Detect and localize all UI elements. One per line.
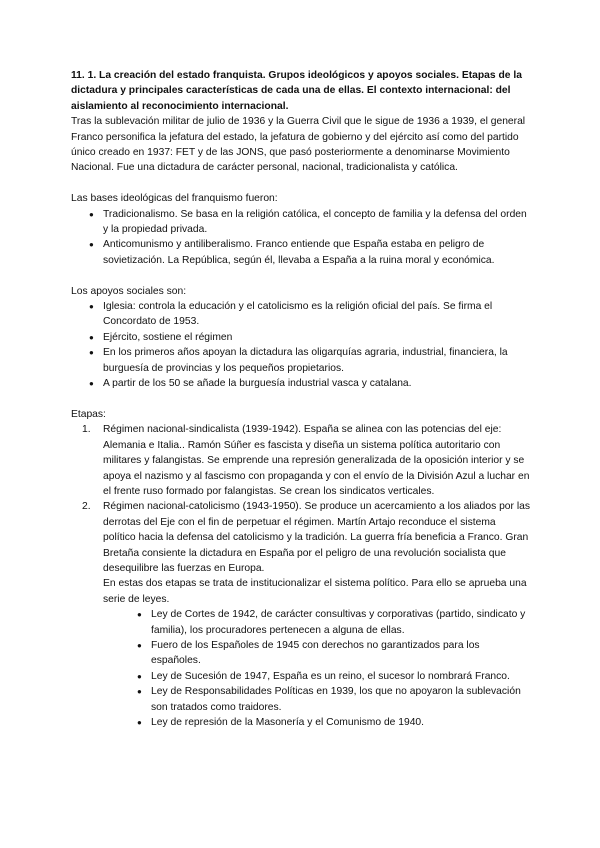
list-item: ● Anticomunismo y antiliberalismo. Franco entiende que España estaba en peligro de sovietización. La República, según él, llevaba a España a la ruina moral y económica. xyxy=(82,237,530,268)
spacer xyxy=(71,176,530,191)
list-item: ● Tradicionalismo. Se basa en la religión católica, el concepto de familia y la defensa del orden y la propiedad privada. xyxy=(82,207,530,238)
list-item: ● Ejército, sostiene el régimen xyxy=(82,330,530,345)
bases-list xyxy=(71,207,530,269)
list-item: ● Ley de represión de la Masonería y el Comunismo de 1940. xyxy=(130,715,530,730)
bases-label: Las bases ideológicas del franquismo fueron: xyxy=(71,193,278,205)
stage-text: Régimen nacional-catolicismo (1943-1950). Se produce un acercamiento a los aliados por las derrotas del Eje con el fin de perpetuar el régimen. Martín Artajo reconduce el sistema político hacia la defensa del catolicismo y la tradición. La guerra fría beneficia a Franco. Gran Bretaña consiente la dictadura en España por el peligro de una revolución socialista que desequilibre las fuerzas en Europa. xyxy=(103,501,530,574)
stage-number: 1. xyxy=(82,424,91,436)
etapas-list xyxy=(71,422,530,730)
list-item: ● A partir de los 50 se añade la burguesía industrial vasca y catalana. xyxy=(82,376,530,391)
list-item: ● Ley de Responsabilidades Políticas en 1939, los que no apoyaron la sublevación son tratados como traidores. xyxy=(130,684,530,715)
list-item: ● Iglesia: controla la educación y el catolicismo es la religión oficial del país. Se firma el Concordato de 1953. xyxy=(82,299,530,330)
intro-paragraph: Tras la sublevación militar de julio de 1936 y la Guerra Civil que le sigue de 1936 a 1939, el general Franco personifica la jefatura del estado, la jefatura de gobierno y del ejército así como del partido único creado en 1937: FET y de las JONS, que pasó posteriormente a denominarse Movimiento Nacional. Fue una dictadura de carácter personal, nacional, tradicionalista y católica. xyxy=(71,116,526,174)
section-heading: 11. 1. La creación del estado franquista. Grupos ideológicos y apoyos sociales. Etapas de la dictadura y principales características de cada una de ellas. El contexto internacional: del aislamiento al reconocimiento internacional. xyxy=(71,70,522,112)
stage-extra-text: En estas dos etapas se trata de institucionalizar el sistema político. Para ello se aprueba una serie de leyes. xyxy=(103,578,527,605)
apoyos-label: Los apoyos sociales son: xyxy=(71,285,187,297)
stage-text: Régimen nacional-sindicalista (1939-1942). España se alinea con las potencias del eje: Alemania e Italia.. Ramón Súñer es fascista y diseña un sistema política autoritario con militares y falangistas. Se emprende una represión generalizada de la oposición interior y se apoya el nazismo y al fascismo con propaganda y con el envío de la División Azul a luchar en el frente ruso formado por falangistas. Se crean los sindicatos verticales. xyxy=(103,424,530,497)
spacer xyxy=(71,268,530,283)
stage-item xyxy=(82,422,530,499)
list-item: ● En los primeros años apoyan la dictadura las oligarquías agraria, industrial, financiera, la burguesía de provincias y los pequeños propietarios. xyxy=(82,345,530,376)
leyes-list xyxy=(130,607,530,730)
stage-number: 2. xyxy=(82,501,91,513)
list-item: ● Fuero de los Españoles de 1945 con derechos no garantizados para los españoles. xyxy=(130,638,530,669)
list-item: ● Ley de Cortes de 1942, de carácter consultivas y corporativas (partido, sindicato y familia), los procuradores pertenecen a alguna de ellas. xyxy=(130,607,530,638)
apoyos-list xyxy=(71,299,530,391)
etapas-label: Etapas: xyxy=(71,408,106,420)
spacer xyxy=(71,392,530,407)
list-item: ● Ley de Sucesión de 1947, España es un reino, el sucesor lo nombrará Franco. xyxy=(130,669,530,684)
stage-item xyxy=(82,499,530,730)
